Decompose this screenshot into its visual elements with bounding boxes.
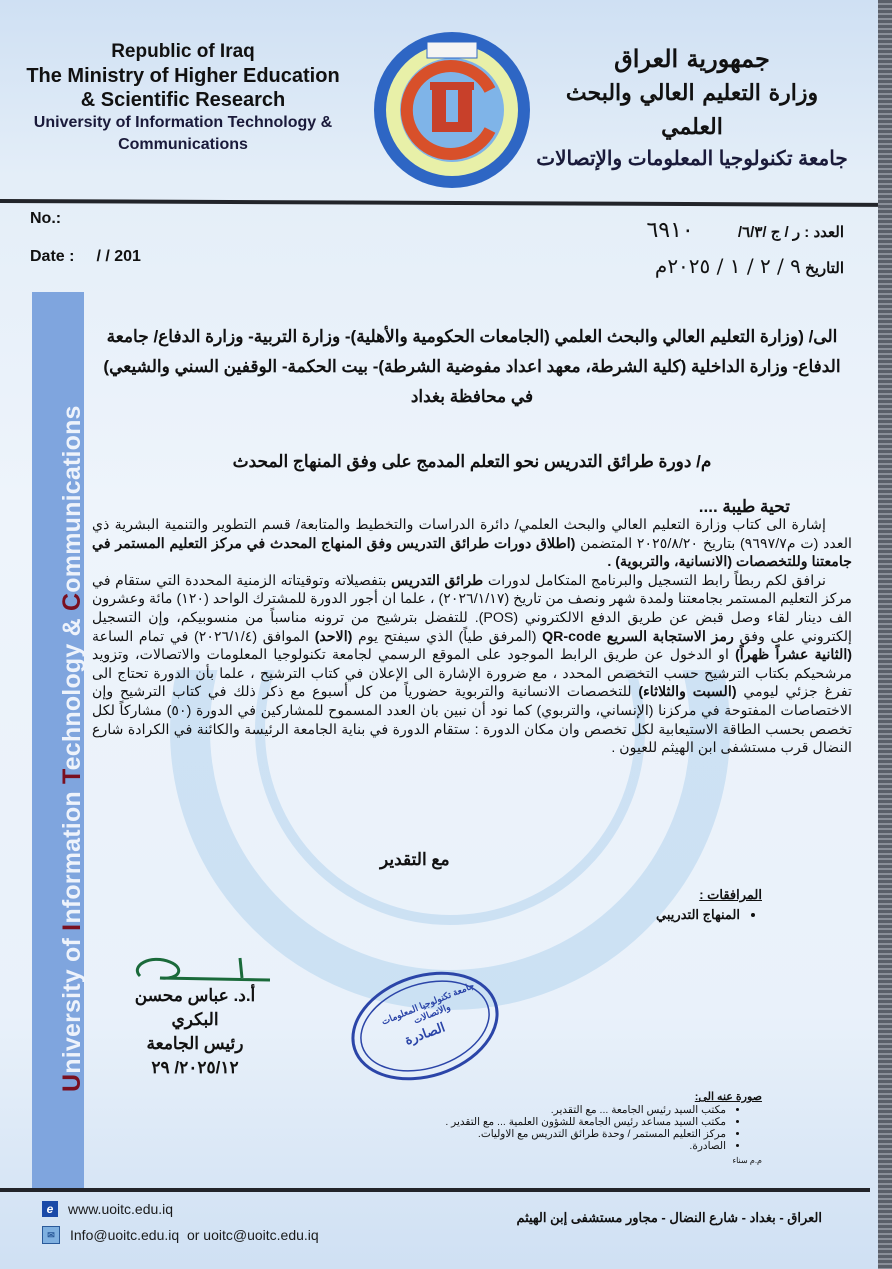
copy-item: • مكتب السيد مساعد رئيس الجامعة للشؤون العلمية ... مع التقدير . xyxy=(402,1116,726,1128)
p2-text: الموافق (٢٠٢٦/١/٤) في تمام الساعة xyxy=(92,628,310,645)
p2-text: (المرفق طياً) الذي سيفتح يوم xyxy=(358,628,537,645)
sidebar-letter: T xyxy=(58,770,86,784)
arabic-date xyxy=(655,254,844,278)
copy-item: • الصادرة. xyxy=(402,1140,726,1152)
sidebar-word: echnology & xyxy=(58,610,86,771)
header-divider xyxy=(0,199,878,207)
copy-item: • مركز التعليم المستمر / وحدة طرائق التدريس مع الاوليات. xyxy=(402,1128,726,1140)
signer-name: أ.د. عباس محسن البكري xyxy=(134,986,256,1029)
attachments xyxy=(656,887,762,923)
header-ministry: The Ministry of Higher Education xyxy=(26,65,340,87)
arabic-reference-number xyxy=(646,218,844,243)
p2-text: نرافق لكم ربطاً رابط التسجيل والبرنامج المتكامل لدورات xyxy=(487,572,826,589)
greeting: تحية طيبة .... xyxy=(698,497,790,516)
closing: مع التقدير xyxy=(380,850,450,869)
letter-body xyxy=(92,516,852,758)
university-logo xyxy=(372,30,532,190)
copies-title: صورة عنه الى: xyxy=(694,1091,762,1103)
header-ar-ministry: وزارة التعليم العالي والبحث العلمي xyxy=(565,80,819,140)
header-ministry-2: & Scientific Research xyxy=(80,89,286,111)
header-university-2: Communications xyxy=(118,136,248,153)
sidebar-letter: I xyxy=(58,923,86,931)
header-arabic xyxy=(532,42,852,174)
subject-line: م/ دورة طرائق التدريس نحو التعلم المدمج على وفق المنهاج المحدث xyxy=(232,452,712,471)
p1-text: إشارة الى كتاب وزارة التعليم العالي والبحث العلمي/ دائرة الدراسات والتخطيط والمتابعة/ قسم التطوير والتنمية البشرية ذي العدد (ت م٩٦٩٧/٧) بتاريخ ٢٠٢٥/٨/٢٠ المتضمن xyxy=(92,517,852,552)
date-label-text: Date : xyxy=(30,248,75,265)
sidebar-word: ommunications xyxy=(58,405,86,593)
typist-initials: م.م سناء xyxy=(732,1156,762,1165)
p1-bold: (اطلاق دورات طرائق التدريس وفق المنهاج المحدث في مركز التعليم المستمر في جامعتنا وللتخصصات (الانسانية، والتربوية) . xyxy=(92,535,852,571)
footer-website[interactable]: www.uoitc.edu.iq xyxy=(68,1201,174,1217)
stamp-ring-text: جامعة تكنولوجيا المعلومات والاتصالات xyxy=(379,980,476,1027)
ar-date-handwritten: ٩ / ٢ / ١ / ٢٠٢٥م xyxy=(654,254,801,278)
header-ar-university: جامعة تكنولوجيا المعلومات والإتصالات xyxy=(536,148,848,170)
addressee: الى/ (وزارة التعليم العالي والبحث العلمي (الجامعات الحكومية والأهلية)- وزارة التربية- وزارة الدفاع/ جامعة الدفاع- وزارة الداخلية (كلية الشرطة، معهد اعداد مفوضية الشرطة)- بيت الحكمة- الوقفين السني والشيعي) في محافظة بغداد xyxy=(103,327,841,406)
paragraph-2 xyxy=(92,572,852,758)
ar-number-label: العدد : ر / ج /٦/٣/ xyxy=(737,224,844,241)
ar-number-handwritten: ٦٩١٠ xyxy=(646,218,694,243)
sidebar-letter: U xyxy=(58,1073,86,1092)
signer-block xyxy=(110,984,280,1080)
email-icon: ✉ xyxy=(42,1226,60,1244)
p2-text: للتخصصات الانسانية والتربوية حضورياً من كل أسبوع مع ذكر ذلك في كتاب الترشيح وإن الاختصاصات المفتوحة في مركزنا (الإنساني، والتربوي) كما نود أن نبين بان العدد المسموح للمشاركين في الدورة (٥٠) مشاركاً لكل تخصص بحسب الطاقة الاستيعابية لكل تخصص وان مكان الدورة : ستقام الدورة في بناية الجامعة الرئيسة والكائنة في الكرادة شارع النضال قرب مستشفى ابن الهيثم للعيون . xyxy=(92,684,853,757)
attachments-title: المرافقات : xyxy=(699,887,762,902)
header-university: University of Information Technology & xyxy=(33,114,333,131)
footer-contacts xyxy=(42,1196,319,1248)
copies-to xyxy=(402,1090,762,1165)
p2-text: او الدخول عن طريق الرابط الموجود على الموقع الرسمي لجامعة تكنولوجيا المعلومات والاتصالات، وتزويد مرشحيكم بكتاب الترشيح حسب التخصص المحدد ، مع ضرورة الإشارة الى الإعلان في كتاب الترشيح ، علما بأن الدورة تحتاج الى تفرغ جزئي ليومي xyxy=(92,647,852,701)
p2-bold: (الاحد) xyxy=(314,628,353,645)
page-edge xyxy=(878,0,892,1269)
sidebar-word: nformation xyxy=(58,783,86,924)
date-blank: / / 201 xyxy=(96,248,141,265)
header-country: Republic of Iraq xyxy=(111,41,255,62)
footer-divider xyxy=(0,1188,870,1192)
copy-item: • مكتب السيد رئيس الجامعة ... مع التقدير. xyxy=(402,1104,726,1116)
footer-address: العراق - بغداد - شارع النضال - مجاور مستشفى إبن الهيثم xyxy=(516,1210,822,1225)
ar-date-label: التاريخ xyxy=(805,260,844,277)
header-english xyxy=(18,40,348,156)
sidebar-word: niversity of xyxy=(58,930,86,1074)
p2-text: بتفصيلاته وتوقيتاته الزمنية المحددة التي ستقام في مركز التعليم المستمر بجامعتنا ولمدة شهر ونصف من تاريخ (٢٠٢٦/١/١٧) ، علما ان أجور الدورة للمشترك الواحد (١٢٠) مائة وعشرون الف دينار لقاء وصل قبض عن طريق الدفع الالكتروني (POS). للتفضل بترشيح من ترونه مناسباً من منسوبيكم، وإن التسجيل إلكتروني على وفق xyxy=(92,572,852,645)
signature xyxy=(130,948,280,988)
p2-bold: (الثانية عشراً ظهراً) xyxy=(735,647,853,664)
number-label: No.: xyxy=(30,210,62,227)
internet-explorer-icon: e xyxy=(42,1201,58,1217)
p2-bold: (السبت والثلاثاء) xyxy=(638,684,737,701)
footer-email[interactable]: Info@uoitc.edu.iq or uoitc@uoitc.edu.iq xyxy=(70,1227,319,1243)
sidebar-university-name xyxy=(58,302,87,1092)
paragraph-1 xyxy=(92,516,852,572)
sidebar-letter: C xyxy=(58,592,86,611)
signer-title: رئيس الجامعة xyxy=(146,1034,244,1053)
p2-bold: طرائق التدريس xyxy=(391,572,484,589)
official-stamp xyxy=(345,968,505,1084)
p2-bold: رمز الاستجابة السريع QR-code xyxy=(542,628,734,645)
stamp-center-text: الصادرة xyxy=(402,1019,447,1048)
signer-date: ٢٠٢٥/١٢/ ٢٩ xyxy=(151,1058,239,1077)
attachment-item: • المنهاج التدريبي xyxy=(656,907,740,923)
date-label xyxy=(30,248,141,266)
header-ar-country: جمهورية العراق xyxy=(614,44,770,73)
